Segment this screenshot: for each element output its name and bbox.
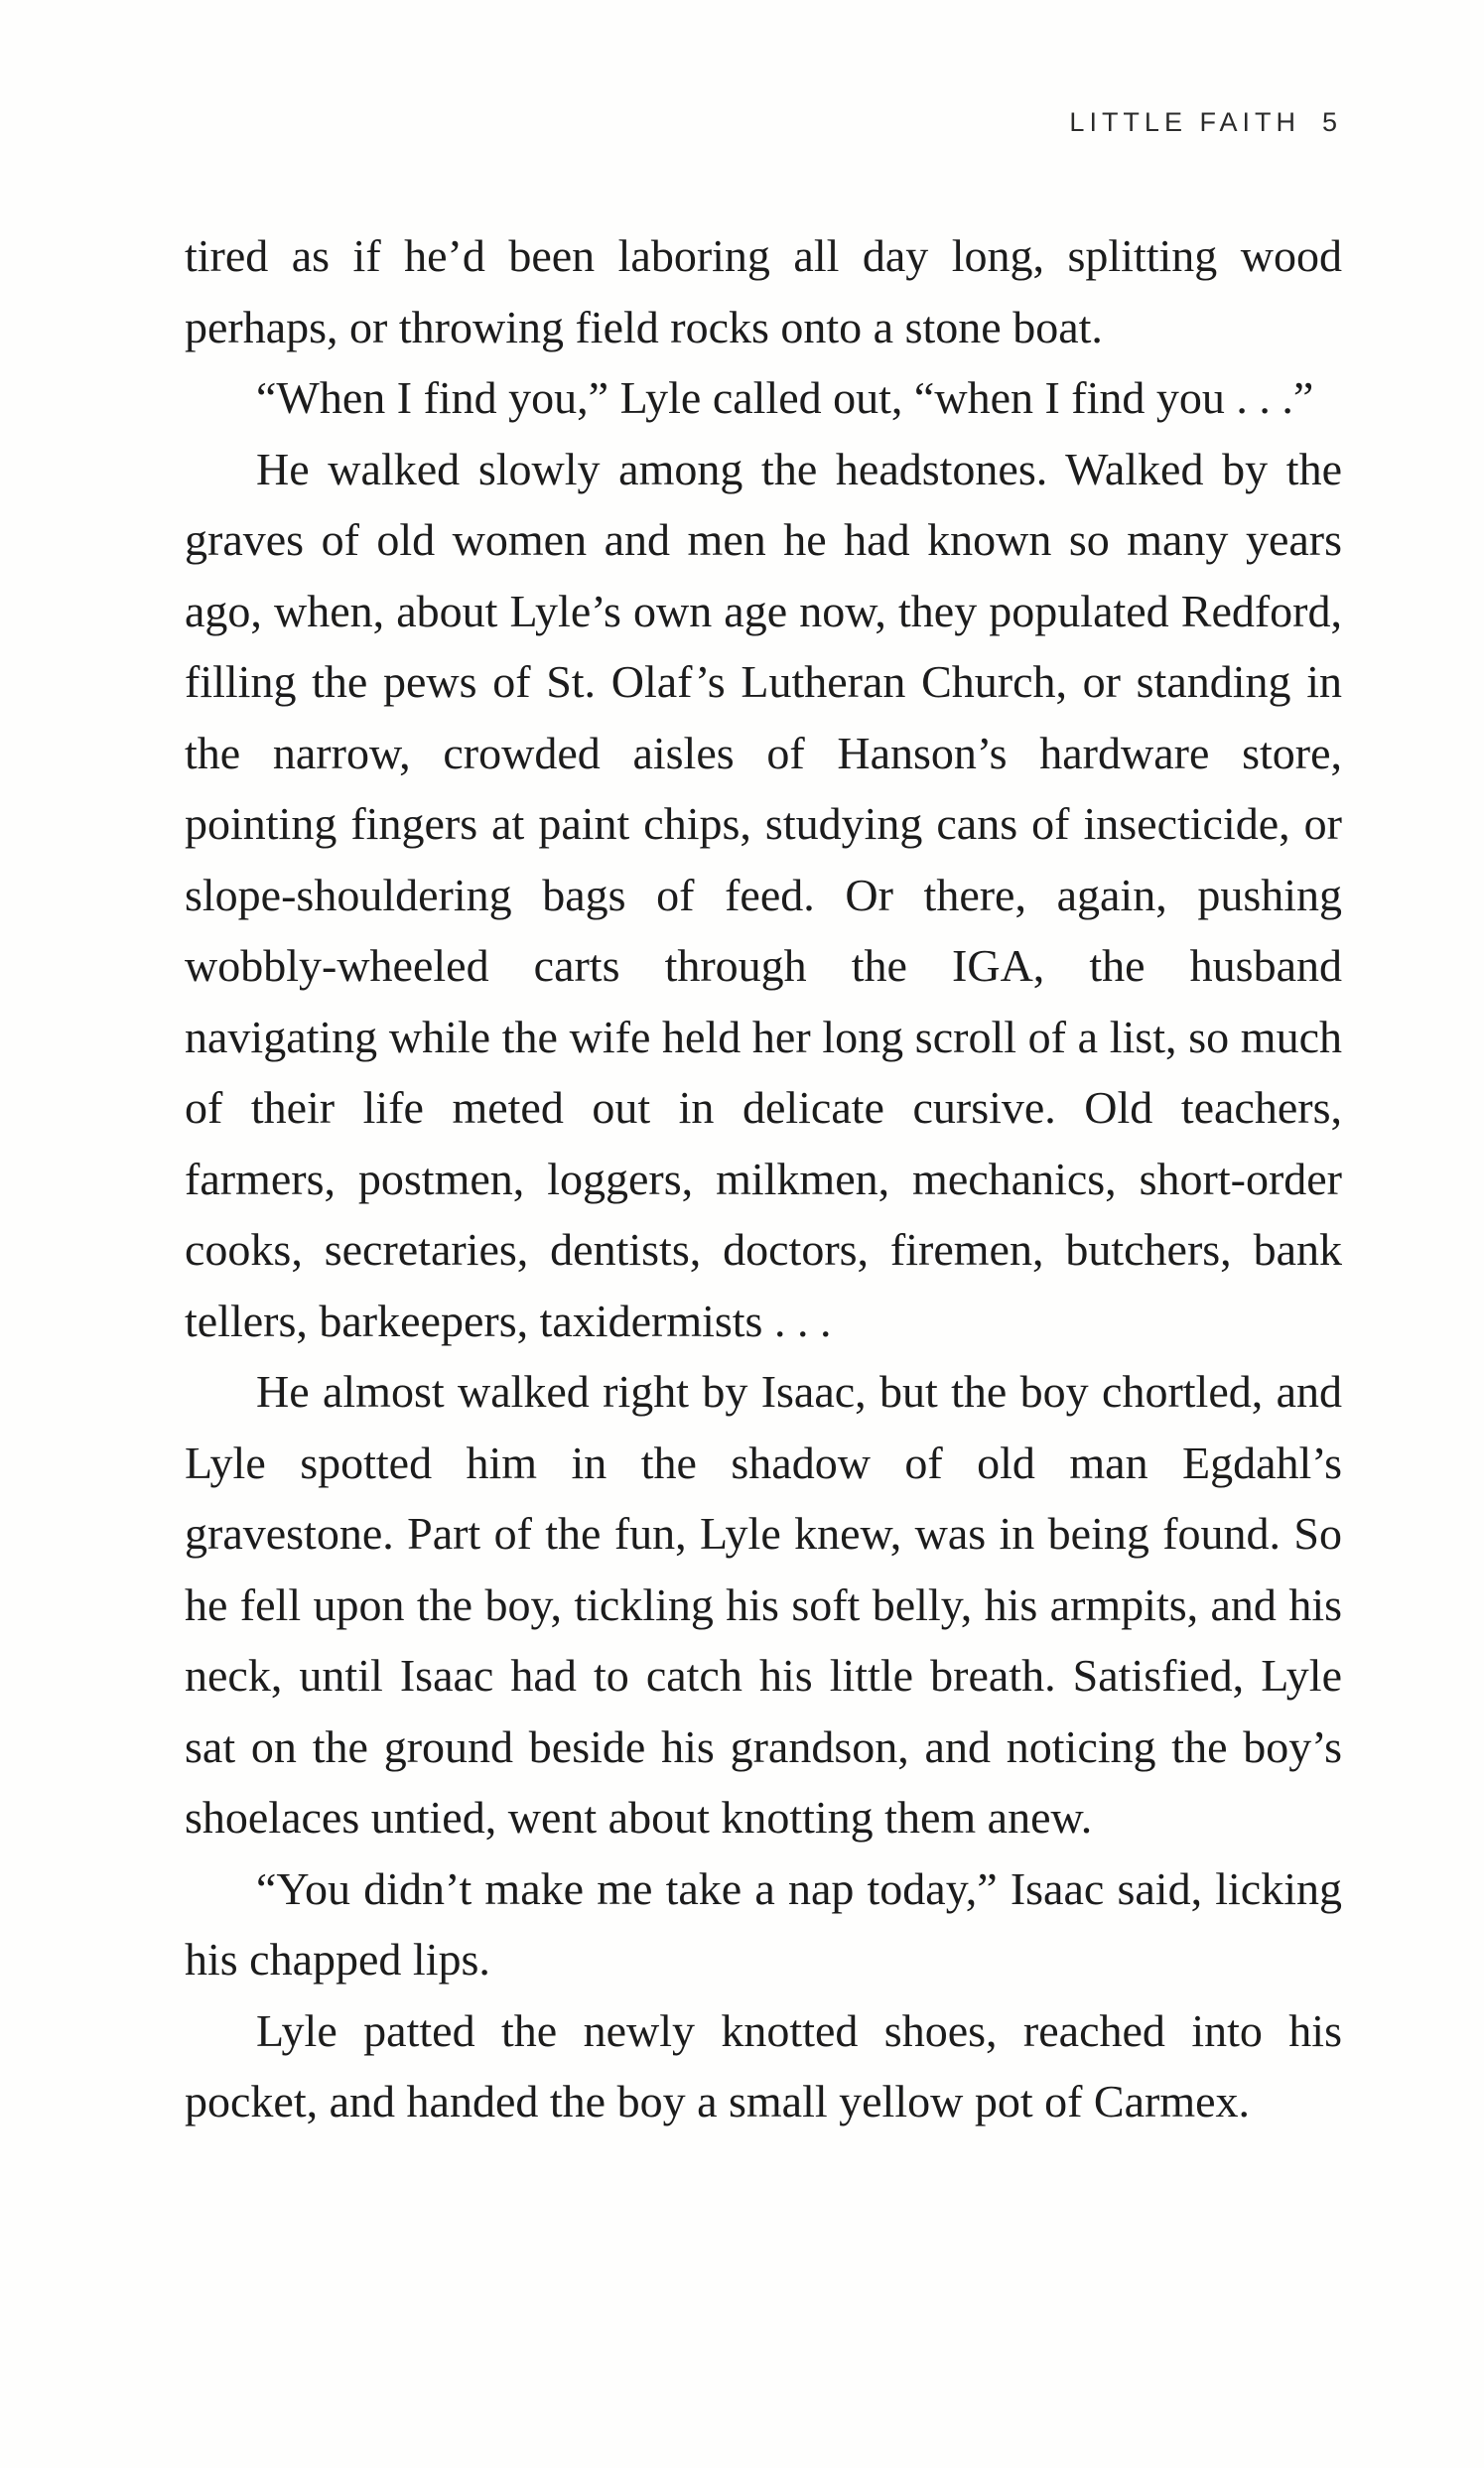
running-head	[1069, 107, 1337, 138]
paragraph-1: tired as if he’d been laboring all day long, splitting wood perhaps, or throwing field rocks onto a stone boat.	[185, 230, 1342, 352]
paragraph-3: He walked slowly among the headstones. Walked by the graves of old women and men he had known so many years ago, when, about Lyle’s own age now, they populated Redford, filling the pews of St. Olaf’s Lutheran Church, or standing in the narrow, crowded aisles of Hanson’s hardware store, pointing fingers at paint chips, studying cans of insecticide, or slope-shouldering bags of feed. Or there, again, pushing wobbly-wheeled carts through the IGA, the husband navigating while the wife held her long scroll of a list, so much of their life meted out in delicate cursive. Old teachers, farmers, postmen, loggers, milkmen, mechanics, short-order cooks, secretaries, dentists, doctors, firemen, butchers, bank tellers, barkeepers, taxidermists . . .	[185, 443, 1342, 1346]
page-number: 5	[1321, 107, 1337, 137]
body-text	[185, 220, 1342, 2137]
paragraph-6: Lyle patted the newly knotted shoes, reached into his pocket, and handed the boy a small yellow pot of Carmex.	[185, 2004, 1342, 2126]
running-head-title: LITTLE FAITH	[1069, 107, 1300, 137]
paragraph-5: “You didn’t make me take a nap today,” Isaac said, licking his chapped lips.	[185, 1862, 1342, 1985]
paragraph-2: “When I find you,” Lyle called out, “when I find you . . .”	[256, 372, 1314, 423]
paragraph-4: He almost walked right by Isaac, but the boy chortled, and Lyle spotted him in the shadow of old man Egdahl’s gravestone. Part of the fun, Lyle knew, was in being found. So he fell upon the boy, tickling his soft belly, his armpits, and his neck, until Isaac had to catch his little breath. Satisfied, Lyle sat on the ground beside his grandson, and noticing the boy’s shoelaces untied, went about knotting them anew.	[185, 1366, 1342, 1843]
